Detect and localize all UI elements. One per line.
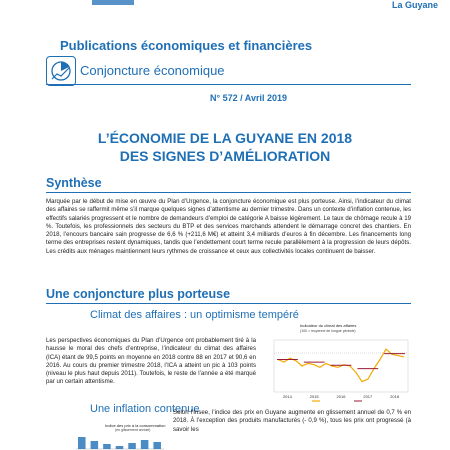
main-title-line2: DES SIGNES D’AMÉLIORATION [119,148,331,164]
x-tick-label: 2017 [363,394,373,399]
inflation-heading: Une inflation contenue [90,403,200,415]
climat-heading: Climat des affaires : un optimisme tempéré [90,309,299,321]
climat-chart [262,330,412,405]
inflation-chart [72,433,167,450]
bar [91,441,99,449]
publication-subseries: Conjoncture économique [80,63,225,78]
chart-icon [46,56,76,86]
synthese-rule [46,192,411,193]
bar [116,446,124,449]
institution-logo [92,0,134,9]
climat-paragraph: Les perspectives économiques du Plan d’Urgence ont probablement tiré à la hausse le moral des chefs d’entreprise, l’indicateur du climat des affaires (ICA) étant de 99,5 points en moyenne en 2018 contre 88 en 2017 et 90,6 en 2016. Au cours du premier trimestre 2018, l’ICA a atteint un pic à 103 points (niveau le plus haut depuis 2011). Toutefois, le reste de l’année a été marqué par un certain attentisme. [46,337,256,386]
bar [141,440,149,449]
bar [78,437,86,449]
bar [103,444,111,449]
x-tick-label: 2015 [309,394,319,399]
inflation-paragraph: Selon l’Insee, l’indice des prix en Guyane augmente en glissement annuel de 0,7 % en 2018. À l’exception des produits manufacturés (- 0,9 %), tous les prix ont progressé (à savoir les [173,409,411,433]
climat-chart-title: Indicateur du climat des affaires [300,323,357,328]
top-banner [0,0,450,14]
conjoncture-rule [46,303,411,304]
x-tick-label: 2018 [390,394,400,399]
bar [153,442,161,449]
climat-chart-subtitle: (100 = moyenne de longue période) [300,329,356,333]
x-tick-label: 2014 [282,394,292,399]
region-label: La Guyane [391,0,438,10]
synthese-paragraph: Marquée par le début de mise en œuvre du Plan d’Urgence, la conjoncture économique est plus porteuse. Ainsi, l’indicateur du climat des affaires se raffermit même s’il marque quelques signes d’attentisme au dernier trimestre. Dans un contexte d’inflation contenue, les effectifs salariés progressent et le nombre de demandeurs d’emploi de catégorie A baisse légèrement. Le taux de chômage recule à 19 %. Toutefois, les professionnels des secteurs du BTP et des services marchands attendent le démarrage concret des chantiers. En 2018, l’encours bancaire sain progresse de 6,6 % (+211,6 M€) et atteint 3,4 milliards d’euros à fin décembre. Les financements long terme des entreprises restent dynamiques, tandis que l’endettement court terme recule parallèlement à la progression de leurs dépôts. Les crédits aux ménages maintiennent leurs rythmes de croissance et ceux aux collectivités locales continuent de baisser. [46,198,411,255]
issue-number: N° 572 / Avril 2019 [210,93,287,103]
x-tick-label: 2016 [336,394,346,399]
bar [128,443,136,449]
inflation-chart-subtitle: (en glissement annuel) [115,428,151,432]
synthese-heading: Synthèse [46,176,102,190]
conjoncture-heading: Une conjoncture plus porteuse [46,287,231,301]
inflation-chart-title: Indice des prix à la consommation [105,423,166,428]
main-title-line1: L’ÉCONOMIE DE LA GUYANE EN 2018 [97,130,353,146]
publication-series: Publications économiques et financières [60,38,313,53]
header-rule [46,84,411,85]
